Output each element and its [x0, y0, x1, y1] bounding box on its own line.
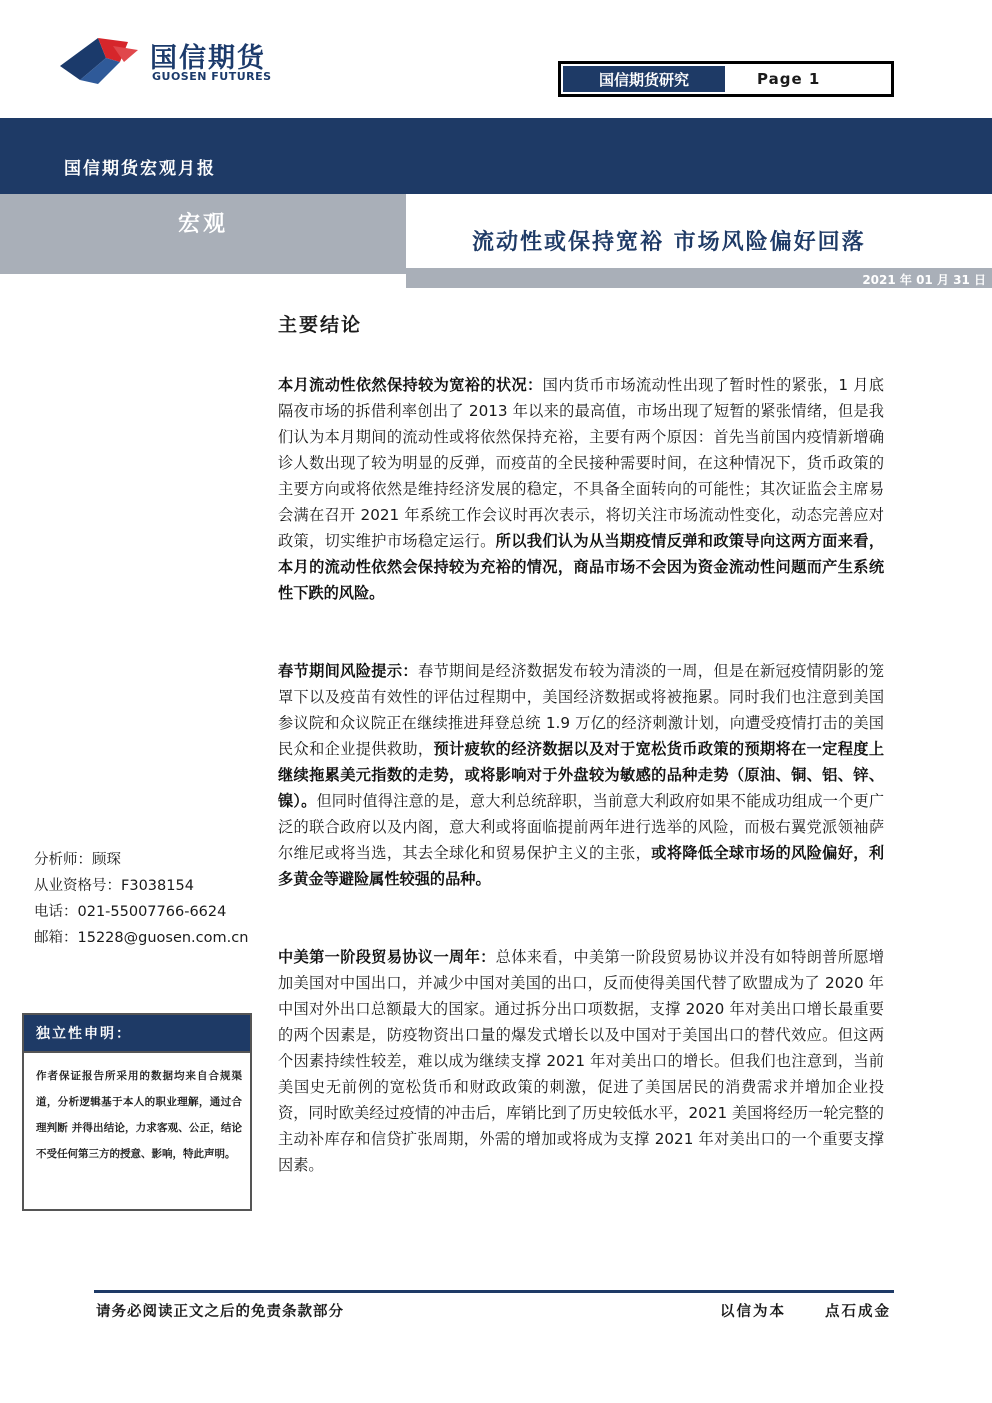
- paragraph-lead: 中美第一阶段贸易协议一周年：: [278, 948, 496, 966]
- analyst-phone: 电话：021-55007766-6624: [34, 904, 227, 920]
- logo-name-en: GUOSEN FUTURES: [152, 70, 272, 83]
- declaration-title: 独立性申明：: [36, 1026, 132, 1042]
- paragraph-lead: 春节期间风险提示：: [278, 662, 418, 680]
- paragraph-emphasis: 所以我们认为从当期疫情反弹和政策导向这两方面来看，本月的流动性依然会保持较为充裕的情况，商品市场不会因为资金流动性问题而产生系统性下跌的风险。: [278, 532, 885, 602]
- analyst-email: 邮箱：15228@guosen.com.cn: [34, 930, 249, 946]
- paragraph-liquidity: [278, 372, 884, 606]
- analyst-license: 从业资格号：F3038154: [34, 878, 194, 894]
- report-title: 流动性或保持宽裕 市场风险偏好回落: [472, 230, 866, 255]
- declaration-text: 作者保证报告所采用的数据均来自合规渠道，分析逻辑基于本人的职业理解，通过合理判断 并得出结论，力求客观、公正，结论不受任何第三方的授意、影响，特此声明。: [36, 1070, 242, 1160]
- page-number: Page 1: [757, 70, 821, 88]
- paragraph-text: 国内货币市场流动性出现了暂时性的紧张，1 月底隔夜市场的拆借利率创出了 2013 年以来的最高值，市场出现了短暂的紧张情绪，但是我们认为本月期间的流动性或将依然保持充裕，主要有两个原因：首先当前国内疫情新增确诊人数出现了较为明显的反弹，而疫苗的全民接种需要时间，在这种情况下，货币政策的主要方向或将依然是维持经济发展的稳定，不具备全面转向的可能性；其次证监会主席易会满在召开 2021 年系统工作会议时再次表示，将切关注市场流动性变化，动态完善应对政策，切实维护市场稳定运行。: [278, 376, 884, 550]
- section-heading: 主要结论: [278, 314, 363, 336]
- research-label: 国信期货研究: [561, 64, 727, 94]
- paragraph-text: 但同时值得注意的是，意大利总统辞职，当前意大利政府如果不能成功组成一个更广泛的联合政府以及内阁，意大利或将面临提前两年进行选举的风险，而极右翼党派领袖萨尔维尼或将当选，其去全球化和贸易保护主义的主张，: [278, 792, 884, 862]
- paragraph-lead: 本月流动性依然保持较为宽裕的状况：: [278, 376, 543, 394]
- paragraph-trade-deal: [278, 944, 884, 1178]
- footer-slogan-2: 点石成金: [825, 1304, 891, 1320]
- header-box: [558, 61, 894, 97]
- paragraph-text: 春节期间是经济数据发布较为清淡的一周，但是在新冠疫情阴影的笼罩下以及疫苗有效性的评估过程期中，美国经济数据或将被拖累。同时我们也注意到美国参议院和众议院正在继续推进拜登总统 1.9 万亿的经济刺激计划，向遭受疫情打击的美国民众和企业提供救助，: [278, 662, 885, 758]
- report-series: 国信期货宏观月报: [64, 159, 216, 179]
- footer-divider: [94, 1290, 894, 1293]
- paragraph-text: 总体来看，中美第一阶段贸易协议并没有如特朗普所愿增加美国对中国出口，并减少中国对美国的出口，反而使得美国代替了欧盟成为了 2020 年中国对外出口总额最大的国家。通过拆分出口项数据，支撑 2020 年对美出口增长最重要的两个因素是，防疫物资出口量的爆发式增长以及中国对于美国出口的替代效应。但这两个因素持续性较差，难以成为继续支撑 2021 年对美出口的增长。但我们也注意到，当前美国史无前例的宽松货币和财政政策的刺激，促进了美国居民的消费需求并增加企业投资，同时欧美经过疫情的冲击后，库销比到了历史较低水平，2021 美国将经历一轮完整的主动补库存和信贷扩张周期，外需的增加或将成为支撑 2021 年对美出口的一个重要支撑因素。: [278, 948, 885, 1174]
- guosen-logo-icon: [58, 32, 148, 92]
- paragraph-emphasis: 或将降低全球市场的风险偏好，利多黄金等避险属性较强的品种。: [278, 844, 885, 888]
- section-tag: 宏观: [178, 212, 229, 237]
- report-date: 2021 年 01 月 31 日: [862, 273, 986, 287]
- footer-slogan-1: 以信为本: [720, 1304, 786, 1320]
- paragraph-holiday-risk: [278, 658, 884, 892]
- footer-disclaimer: 请务必阅读正文之后的免责条款部分: [96, 1304, 344, 1320]
- logo-name-cn: 国信期货: [150, 43, 266, 74]
- analyst-name: 分析师：顾琛: [34, 852, 121, 868]
- paragraph-emphasis: 预计疲软的经济数据以及对于宽松货币政策的预期将在一定程度上继续拖累美元指数的走势，或将影响对于外盘较为敏感的品种走势（原油、铜、铝、锌、镍）。: [278, 740, 885, 810]
